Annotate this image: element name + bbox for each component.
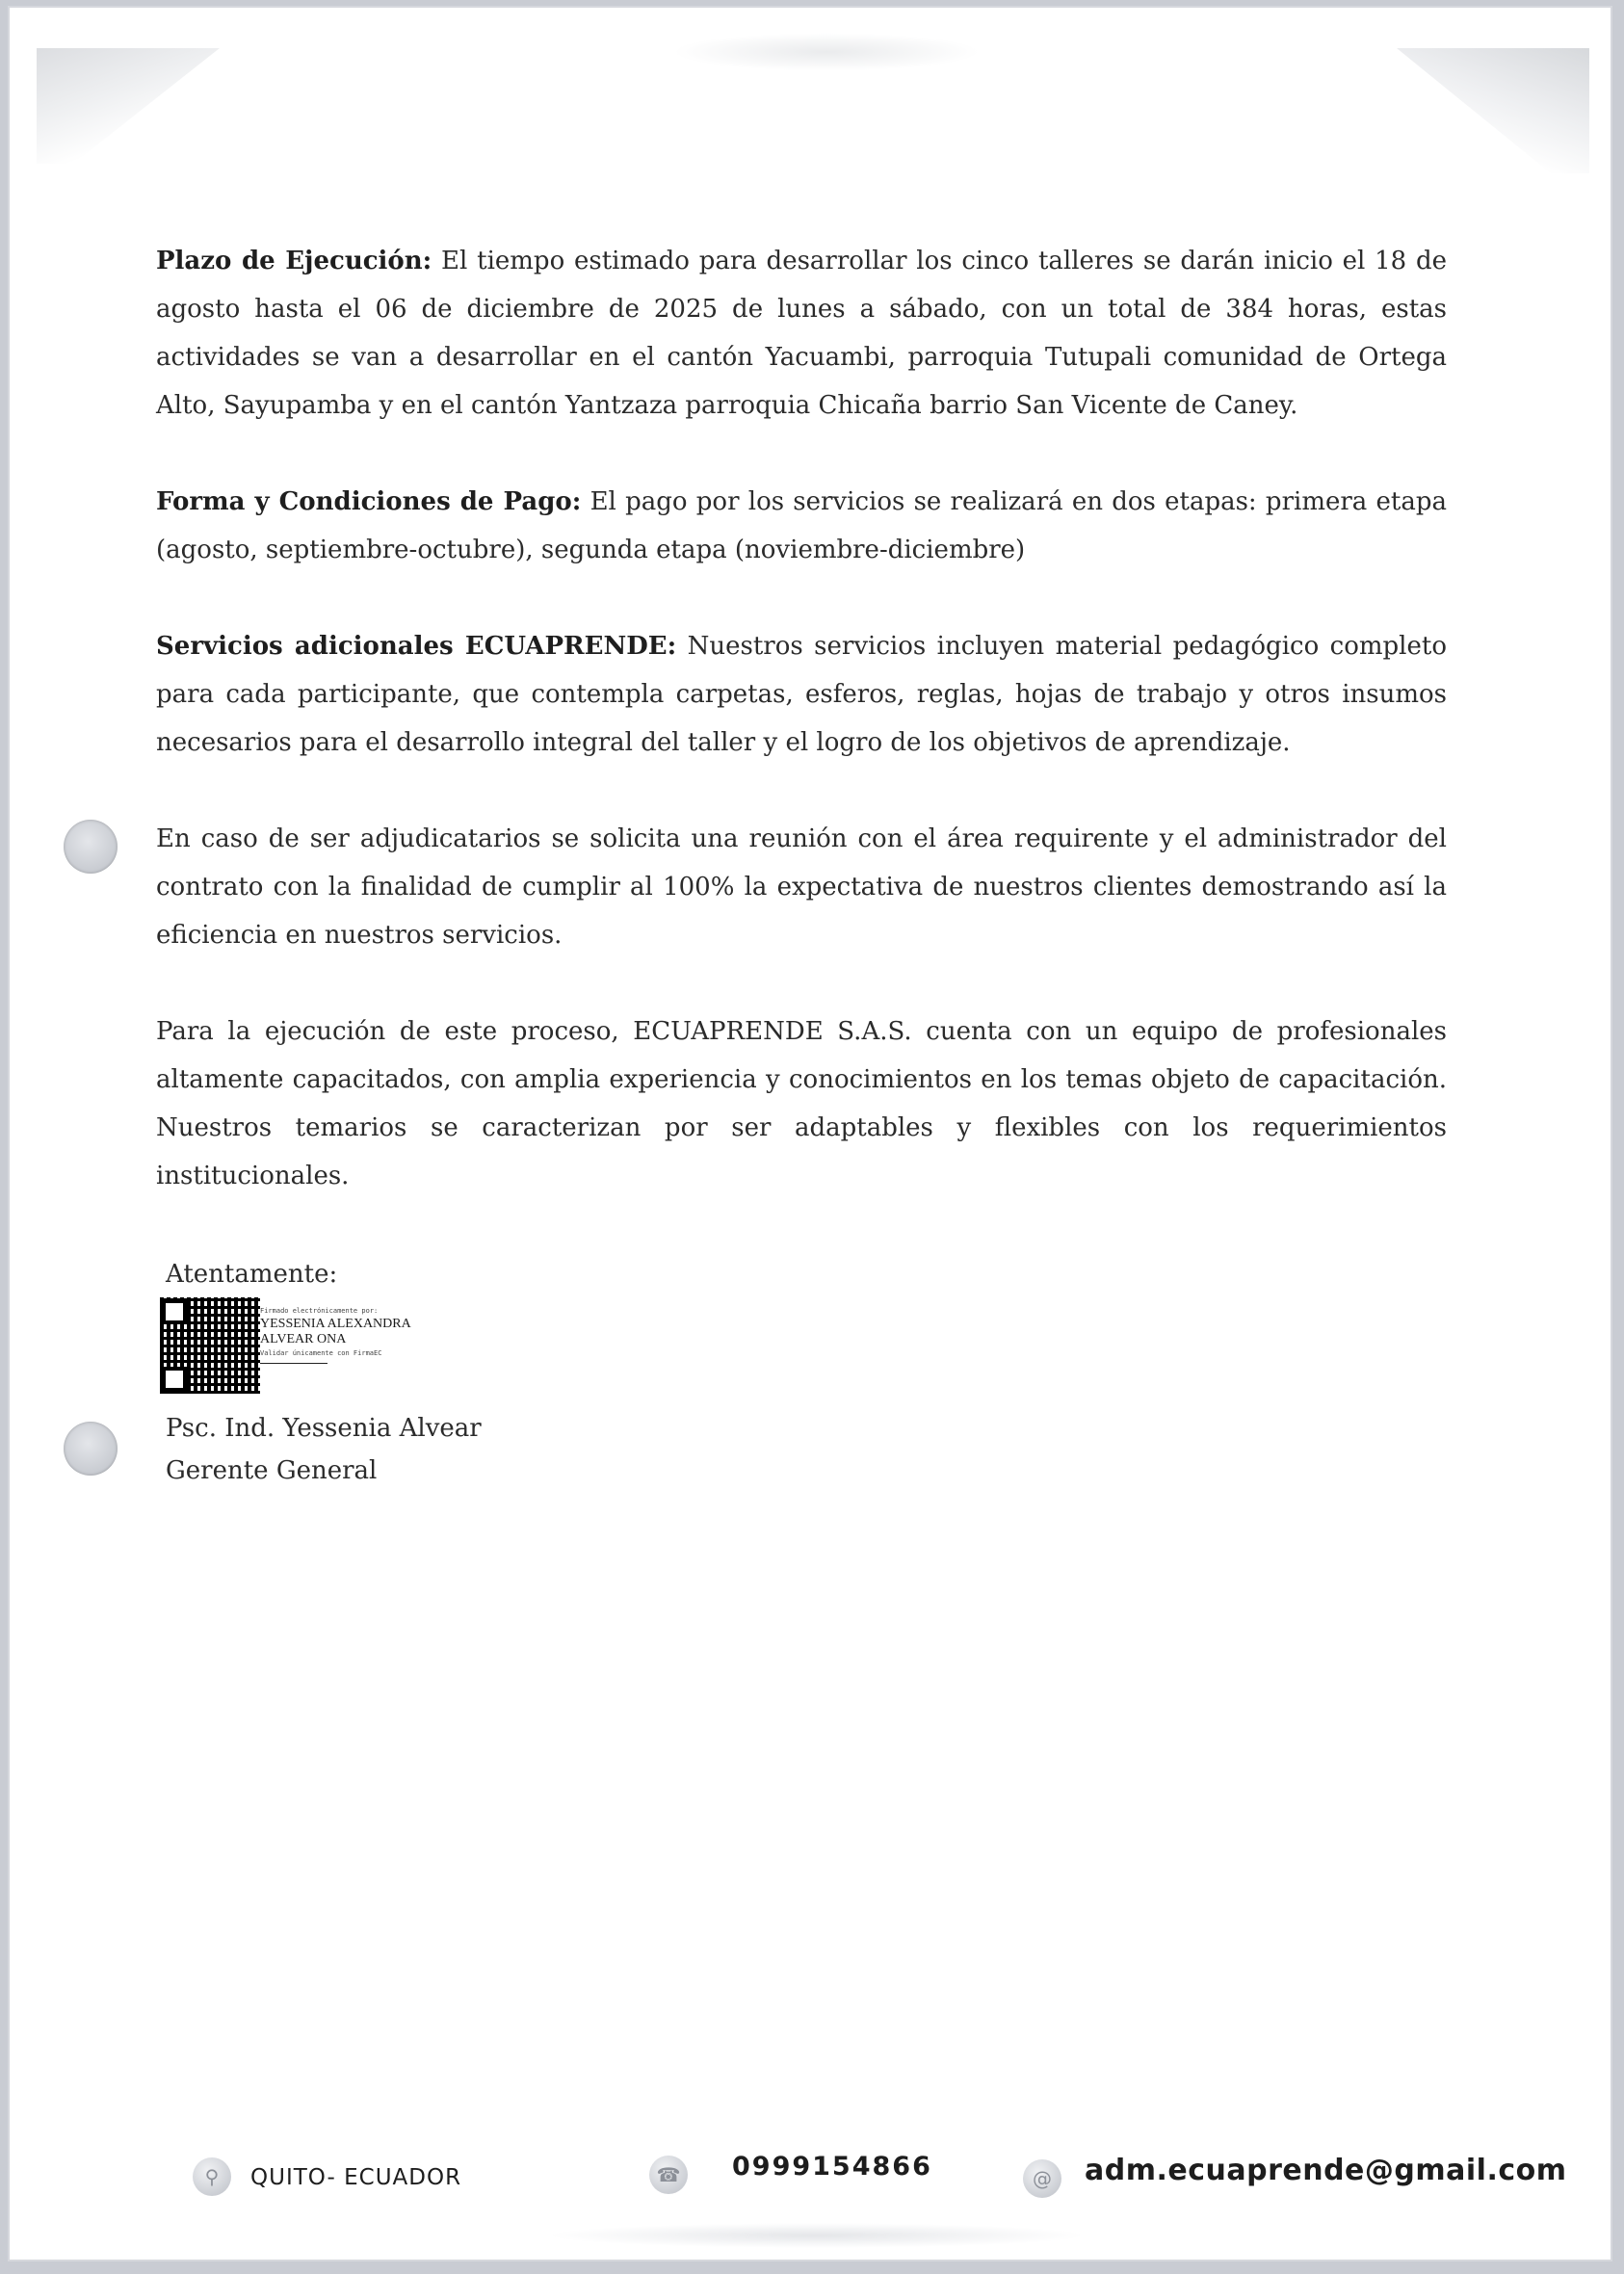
footer-phone: 0999154866 (732, 2152, 932, 2182)
paragraph-adjudicatarios (156, 815, 1447, 959)
phone-icon: ☎ (649, 2156, 688, 2194)
paragraph-text: Nuestros servicios incluyen material pedagógico completo para cada participante, que contempla carpetas, esferos, reglas, hojas de trabajo y otros insumos necesarios para el desarrollo integral del taller y el logro de los objetivos de aprendizaje. (156, 632, 1447, 757)
paragraph-text: El pago por los servicios se realizará en dos etapas: primera etapa (agosto, septiembre-octubre), segunda etapa (noviembre-diciembre) (156, 487, 1448, 564)
paragraph-ejecucion-proceso (156, 1007, 1447, 1200)
location-pin-icon: ⚲ (193, 2157, 231, 2196)
signature-name-line1: YESSENIA ALEXANDRA (260, 1317, 411, 1331)
signer-name: Psc. Ind. Yessenia Alvear (166, 1414, 482, 1443)
binder-hole (64, 820, 118, 874)
signature-text (260, 1305, 411, 1364)
electronic-signature (166, 1297, 482, 1403)
paragraph-text: El tiempo estimado para desarrollar los cinco talleres se darán inicio el 18 de agosto hasta el 06 de diciembre de 2025 de lunes a sábado, con un total de 384 horas, estas actividades se van a desarrollar en el cantón Yacuambi, parroquia Tutupali comunidad de Ortega Alto, Sayupamba y en el cantón Yantzaza parroquia Chicaña barrio San Vicente de Caney. (156, 247, 1447, 420)
paragraph-label: Plazo de Ejecución: (156, 247, 432, 275)
paragraph-label: Forma y Condiciones de Pago: (156, 487, 582, 516)
footer-email[interactable]: adm.ecuaprende@gmail.com (1085, 2154, 1567, 2187)
scan-smudge (1397, 48, 1589, 173)
paragraph-plazo-ejecucion (156, 237, 1447, 430)
signer-title: Gerente General (166, 1456, 378, 1485)
salutation: Atentamente: (166, 1260, 338, 1289)
paragraph-label: Servicios adicionales ECUAPRENDE: (156, 632, 677, 661)
document-body (156, 237, 1447, 1248)
signature-rule (260, 1363, 327, 1364)
signature-validate-label: Validar únicamente con FirmaEC (260, 1349, 382, 1357)
scan-smudge (672, 33, 981, 71)
paragraph-forma-pago (156, 478, 1447, 574)
paragraph-text: Para la ejecución de este proceso, ECUAPRENDE S.A.S. cuenta con un equipo de profesionales altamente capacitados, con amplia experiencia y conocimientos en los temas objeto de capacitación. Nuestros temarios se caracterizan por ser adaptables y flexibles con los requerimientos institucionales. (156, 1017, 1447, 1190)
paragraph-text: En caso de ser adjudicatarios se solicita una reunión con el área requirente y el administrador del contrato con la finalidad de cumplir al 100% la expectativa de nuestros clientes demostrando así la eficiencia en nuestros servicios. (156, 824, 1447, 950)
scan-smudge (547, 2223, 1087, 2248)
binder-hole (64, 1422, 118, 1476)
page-footer (8, 2152, 1612, 2209)
signature-name-line2: ALVEAR ONA (260, 1332, 347, 1346)
signature-qr-code (160, 1297, 260, 1394)
footer-location: QUITO- ECUADOR (250, 2165, 462, 2190)
paragraph-servicios-adicionales (156, 622, 1447, 767)
document-page (8, 6, 1612, 2261)
signature-signed-by-label: Firmado electrónicamente por: (260, 1307, 379, 1315)
scan-smudge (37, 48, 220, 164)
closing-block (166, 1253, 482, 1492)
email-icon: @ (1023, 2159, 1061, 2198)
